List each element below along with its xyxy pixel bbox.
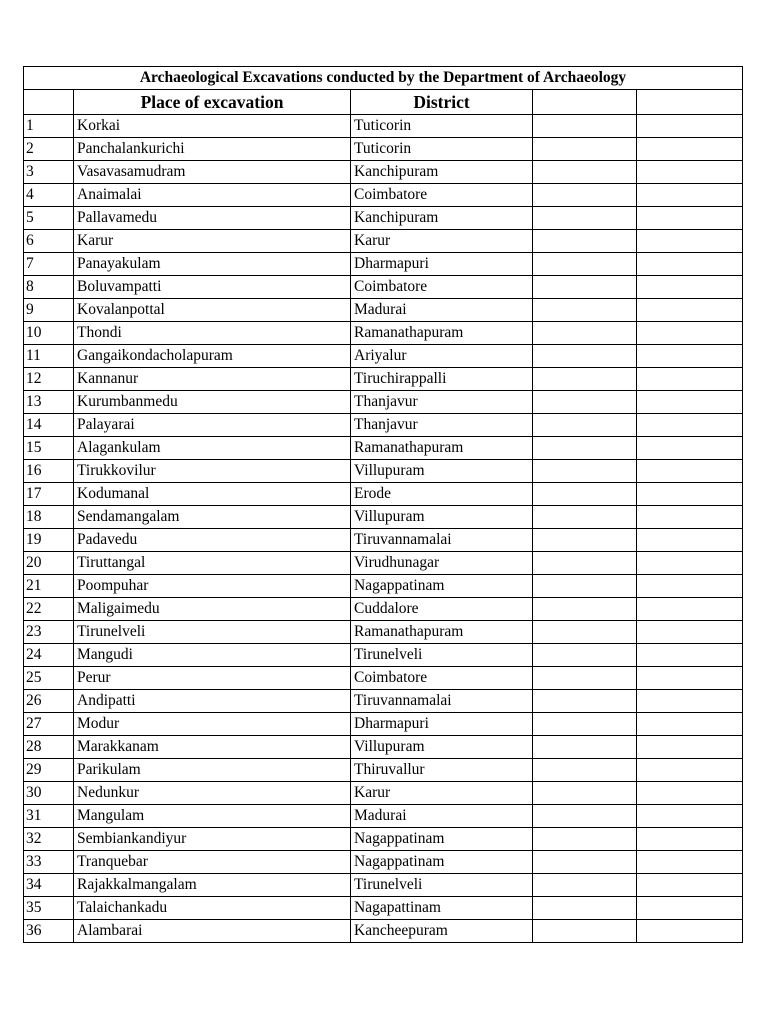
place-cell[interactable]: Sembiankandiyur [74,828,351,851]
row-number-cell[interactable]: 8 [24,276,74,299]
place-cell[interactable]: Andipatti [74,690,351,713]
place-cell[interactable]: Anaimalai [74,184,351,207]
empty-cell[interactable] [533,851,637,874]
district-cell[interactable]: Coimbatore [351,667,533,690]
empty-cell[interactable] [637,230,743,253]
header-empty-cell[interactable] [533,90,637,115]
row-number-cell[interactable]: 5 [24,207,74,230]
row-number-cell[interactable]: 9 [24,299,74,322]
empty-cell[interactable] [533,667,637,690]
table-row [24,414,743,437]
empty-cell[interactable] [637,506,743,529]
row-number-cell[interactable]: 27 [24,713,74,736]
district-cell[interactable]: Ramanathapuram [351,322,533,345]
empty-cell[interactable] [637,851,743,874]
empty-cell[interactable] [533,115,637,138]
table-row [24,437,743,460]
empty-cell[interactable] [637,345,743,368]
table-row [24,368,743,391]
empty-cell[interactable] [637,690,743,713]
place-cell[interactable]: Mangudi [74,644,351,667]
district-cell[interactable]: Karur [351,230,533,253]
row-number-cell[interactable]: 6 [24,230,74,253]
row-number-cell[interactable]: 3 [24,161,74,184]
table-row [24,713,743,736]
row-number-cell[interactable]: 12 [24,368,74,391]
empty-cell[interactable] [637,368,743,391]
place-cell[interactable]: Gangaikondacholapuram [74,345,351,368]
place-cell[interactable]: Panchalankurichi [74,138,351,161]
table-row [24,138,743,161]
row-number-cell[interactable]: 30 [24,782,74,805]
district-cell[interactable]: Karur [351,782,533,805]
row-number-cell[interactable]: 25 [24,667,74,690]
district-cell[interactable]: Dharmapuri [351,713,533,736]
table-row [24,575,743,598]
table-row [24,920,743,943]
table-row [24,506,743,529]
row-number-cell[interactable]: 20 [24,552,74,575]
row-number-cell[interactable]: 17 [24,483,74,506]
table-row [24,897,743,920]
table-row [24,598,743,621]
table-row [24,828,743,851]
empty-cell[interactable] [533,782,637,805]
empty-cell[interactable] [637,207,743,230]
place-cell[interactable]: Tranquebar [74,851,351,874]
row-number-cell[interactable]: 29 [24,759,74,782]
empty-cell[interactable] [533,575,637,598]
empty-cell[interactable] [533,552,637,575]
place-cell[interactable]: Boluvampatti [74,276,351,299]
district-cell[interactable]: Ramanathapuram [351,621,533,644]
place-cell[interactable]: Panayakulam [74,253,351,276]
empty-cell[interactable] [637,897,743,920]
table-row [24,644,743,667]
empty-cell[interactable] [533,897,637,920]
empty-cell[interactable] [533,230,637,253]
empty-cell[interactable] [533,322,637,345]
district-cell[interactable]: Kanchipuram [351,207,533,230]
place-cell[interactable]: Padavedu [74,529,351,552]
row-number-cell[interactable]: 33 [24,851,74,874]
table-row [24,253,743,276]
district-cell[interactable]: Villupuram [351,506,533,529]
table-row [24,851,743,874]
place-cell[interactable]: Tirunelveli [74,621,351,644]
table-row [24,874,743,897]
empty-cell[interactable] [637,253,743,276]
district-cell[interactable]: Tuticorin [351,115,533,138]
row-number-cell[interactable]: 10 [24,322,74,345]
empty-cell[interactable] [637,621,743,644]
district-cell[interactable]: Erode [351,483,533,506]
table-row [24,207,743,230]
empty-cell[interactable] [637,828,743,851]
district-cell[interactable]: Virudhunagar [351,552,533,575]
place-cell[interactable]: Poompuhar [74,575,351,598]
district-cell[interactable]: Thanjavur [351,414,533,437]
header-district[interactable]: District [351,90,533,115]
empty-cell[interactable] [637,552,743,575]
empty-cell[interactable] [637,483,743,506]
table-row [24,184,743,207]
empty-cell[interactable] [637,920,743,943]
row-number-cell[interactable]: 26 [24,690,74,713]
row-number-cell[interactable]: 32 [24,828,74,851]
table-row [24,299,743,322]
row-number-cell[interactable]: 23 [24,621,74,644]
district-cell[interactable]: Dharmapuri [351,253,533,276]
empty-cell[interactable] [637,115,743,138]
row-number-cell[interactable]: 1 [24,115,74,138]
empty-cell[interactable] [533,621,637,644]
table-row [24,322,743,345]
district-cell[interactable]: Coimbatore [351,184,533,207]
title-row [24,67,743,90]
empty-cell[interactable] [533,207,637,230]
row-number-cell[interactable]: 19 [24,529,74,552]
district-cell[interactable]: Nagappatinam [351,828,533,851]
empty-cell[interactable] [637,874,743,897]
district-cell[interactable]: Tiruvannamalai [351,529,533,552]
header-empty-cell[interactable] [637,90,743,115]
empty-cell[interactable] [533,299,637,322]
row-number-cell[interactable]: 36 [24,920,74,943]
place-cell[interactable]: Perur [74,667,351,690]
district-cell[interactable]: Cuddalore [351,598,533,621]
spreadsheet-sheet [23,66,743,943]
place-cell[interactable]: Karur [74,230,351,253]
district-cell[interactable]: Tirunelveli [351,874,533,897]
district-cell[interactable]: Nagappatinam [351,575,533,598]
empty-cell[interactable] [637,184,743,207]
empty-cell[interactable] [637,322,743,345]
row-number-cell[interactable]: 21 [24,575,74,598]
district-cell[interactable]: Ariyalur [351,345,533,368]
district-cell[interactable]: Coimbatore [351,276,533,299]
empty-cell[interactable] [637,138,743,161]
empty-cell[interactable] [637,299,743,322]
row-number-cell[interactable]: 4 [24,184,74,207]
empty-cell[interactable] [533,184,637,207]
table-row [24,483,743,506]
district-cell[interactable]: Kanchipuram [351,161,533,184]
header-place[interactable]: Place of excavation [74,90,351,115]
row-number-cell[interactable]: 34 [24,874,74,897]
place-cell[interactable]: Vasavasamudram [74,161,351,184]
row-number-cell[interactable]: 2 [24,138,74,161]
empty-cell[interactable] [533,920,637,943]
row-number-cell[interactable]: 15 [24,437,74,460]
empty-cell[interactable] [637,667,743,690]
row-number-cell[interactable]: 24 [24,644,74,667]
empty-cell[interactable] [637,736,743,759]
empty-cell[interactable] [637,276,743,299]
empty-cell[interactable] [533,690,637,713]
place-cell[interactable]: Alagankulam [74,437,351,460]
table-row [24,230,743,253]
district-cell[interactable]: Tiruvannamalai [351,690,533,713]
row-number-cell[interactable]: 22 [24,598,74,621]
empty-cell[interactable] [533,529,637,552]
table-row [24,690,743,713]
empty-cell[interactable] [533,414,637,437]
empty-cell[interactable] [637,782,743,805]
empty-cell[interactable] [533,644,637,667]
empty-cell[interactable] [533,437,637,460]
district-cell[interactable]: Madurai [351,805,533,828]
place-cell[interactable]: Sendamangalam [74,506,351,529]
empty-cell[interactable] [533,345,637,368]
empty-cell[interactable] [637,644,743,667]
district-cell[interactable]: Thiruvallur [351,759,533,782]
table-row [24,552,743,575]
district-cell[interactable]: Tuticorin [351,138,533,161]
empty-cell[interactable] [637,414,743,437]
table-row [24,736,743,759]
empty-cell[interactable] [533,253,637,276]
district-cell[interactable]: Nagappatinam [351,851,533,874]
district-cell[interactable]: Tirunelveli [351,644,533,667]
empty-cell[interactable] [533,713,637,736]
place-cell[interactable]: Kovalanpottal [74,299,351,322]
place-cell[interactable]: Tiruttangal [74,552,351,575]
place-cell[interactable]: Nedunkur [74,782,351,805]
empty-cell[interactable] [637,391,743,414]
empty-cell[interactable] [637,598,743,621]
empty-cell[interactable] [637,460,743,483]
empty-cell[interactable] [637,161,743,184]
place-cell[interactable]: Kurumbanmedu [74,391,351,414]
row-number-cell[interactable]: 16 [24,460,74,483]
empty-cell[interactable] [533,736,637,759]
empty-cell[interactable] [533,460,637,483]
table-row [24,529,743,552]
place-cell[interactable]: Kodumanal [74,483,351,506]
place-cell[interactable]: Thondi [74,322,351,345]
empty-cell[interactable] [533,483,637,506]
place-cell[interactable]: Kannanur [74,368,351,391]
empty-cell[interactable] [533,805,637,828]
header-row [24,90,743,115]
empty-cell[interactable] [637,759,743,782]
row-number-cell[interactable]: 28 [24,736,74,759]
row-number-cell[interactable]: 31 [24,805,74,828]
empty-cell[interactable] [637,805,743,828]
table-row [24,345,743,368]
row-number-cell[interactable]: 11 [24,345,74,368]
empty-cell[interactable] [533,598,637,621]
table-row [24,161,743,184]
empty-cell[interactable] [533,506,637,529]
table-row [24,460,743,483]
row-number-cell[interactable]: 7 [24,253,74,276]
district-cell[interactable]: Villupuram [351,736,533,759]
table-row [24,391,743,414]
empty-cell[interactable] [533,276,637,299]
place-cell[interactable]: Marakkanam [74,736,351,759]
empty-cell[interactable] [533,759,637,782]
district-cell[interactable]: Nagapattinam [351,897,533,920]
empty-cell[interactable] [637,713,743,736]
place-cell[interactable]: Maligaimedu [74,598,351,621]
place-cell[interactable]: Talaichankadu [74,897,351,920]
empty-cell[interactable] [637,529,743,552]
table-title[interactable]: Archaeological Excavations conducted by the Department of Archaeology [24,67,743,90]
district-cell[interactable]: Thanjavur [351,391,533,414]
empty-cell[interactable] [533,138,637,161]
empty-cell[interactable] [533,828,637,851]
row-number-cell[interactable]: 14 [24,414,74,437]
header-number-cell[interactable] [24,90,74,115]
table-row [24,276,743,299]
place-cell[interactable]: Tirukkovilur [74,460,351,483]
district-cell[interactable]: Tiruchirappalli [351,368,533,391]
place-cell[interactable]: Parikulam [74,759,351,782]
empty-cell[interactable] [637,575,743,598]
district-cell[interactable]: Ramanathapuram [351,437,533,460]
place-cell[interactable]: Modur [74,713,351,736]
empty-cell[interactable] [533,368,637,391]
table-row [24,621,743,644]
row-number-cell[interactable]: 18 [24,506,74,529]
district-cell[interactable]: Kancheepuram [351,920,533,943]
table-row [24,667,743,690]
place-cell[interactable]: Alambarai [74,920,351,943]
row-number-cell[interactable]: 35 [24,897,74,920]
row-number-cell[interactable]: 13 [24,391,74,414]
empty-cell[interactable] [533,161,637,184]
table-row [24,759,743,782]
place-cell[interactable]: Palayarai [74,414,351,437]
district-cell[interactable]: Madurai [351,299,533,322]
place-cell[interactable]: Pallavamedu [74,207,351,230]
district-cell[interactable]: Villupuram [351,460,533,483]
empty-cell[interactable] [533,874,637,897]
table-row [24,115,743,138]
place-cell[interactable]: Korkai [74,115,351,138]
table-row [24,782,743,805]
table-row [24,805,743,828]
place-cell[interactable]: Rajakkalmangalam [74,874,351,897]
place-cell[interactable]: Mangulam [74,805,351,828]
empty-cell[interactable] [533,391,637,414]
excavations-table [23,66,743,943]
empty-cell[interactable] [637,437,743,460]
